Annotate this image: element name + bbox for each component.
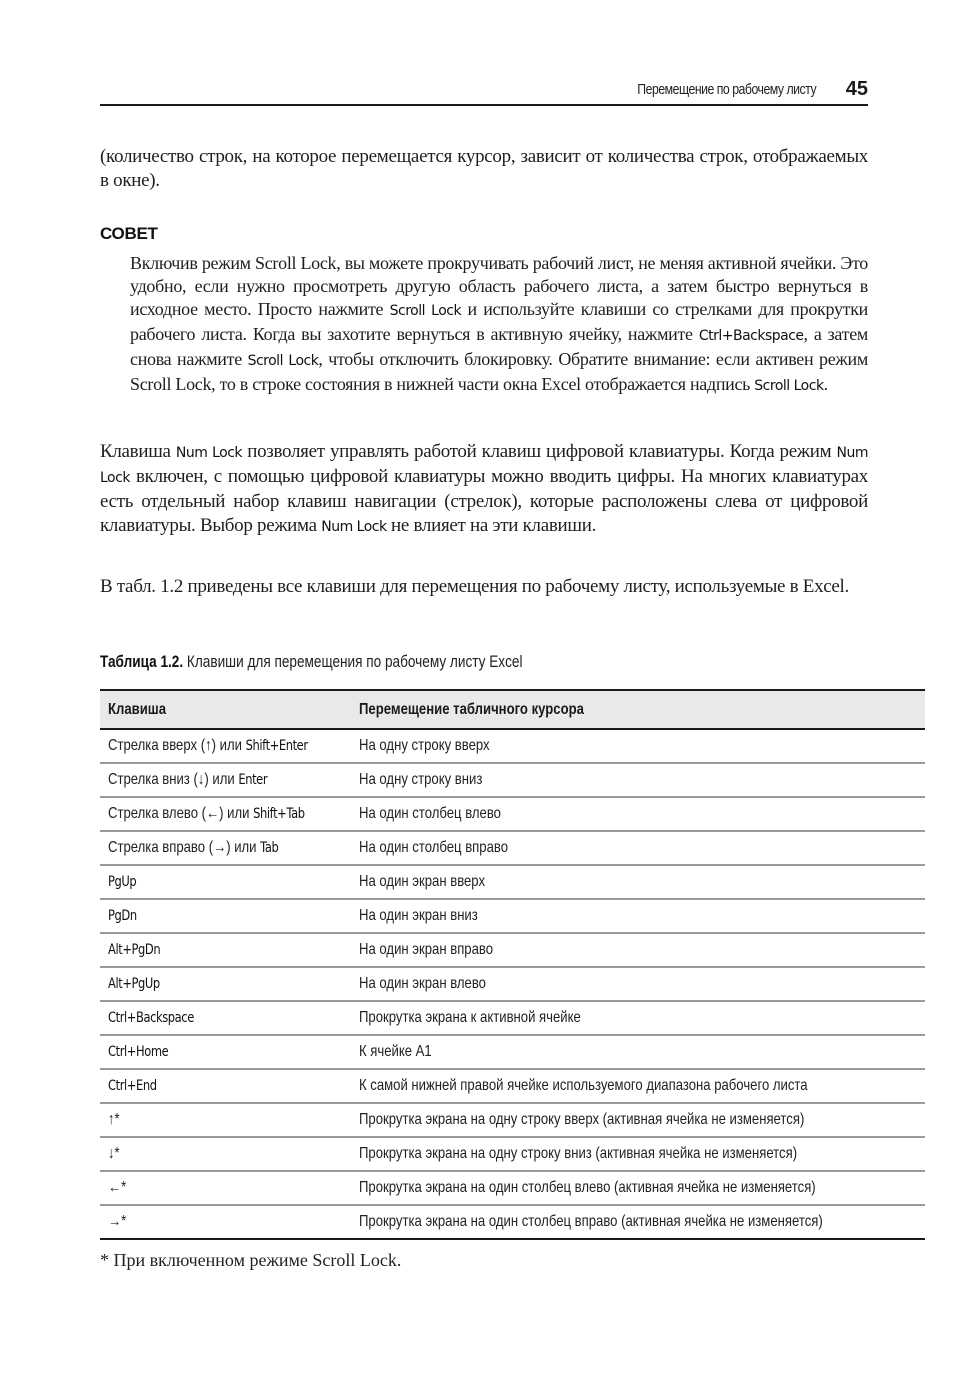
table-row: [100, 831, 925, 865]
action-cell: [351, 899, 925, 933]
key-cell: [100, 899, 351, 933]
action-text: На одну строку вниз: [359, 771, 483, 788]
key-cell: [100, 1137, 351, 1171]
action-cell: [351, 933, 925, 967]
key-cell: [100, 729, 351, 763]
table-row: [100, 729, 925, 763]
key-cell: [100, 1205, 351, 1239]
action-cell: [351, 729, 925, 763]
table-row: [100, 865, 925, 899]
key-combo: Alt+PgDn: [108, 942, 161, 958]
table-header-row: [100, 690, 925, 729]
key-combo: PgDn: [108, 908, 137, 924]
key-combo: Ctrl+Backspace: [108, 1010, 194, 1026]
action-cell: [351, 831, 925, 865]
key-cell: [100, 1103, 351, 1137]
key-combo: Alt+PgUp: [108, 976, 160, 992]
table-title: Клавиши для перемещения по рабочему листу Excel: [183, 652, 523, 671]
table-row: [100, 1103, 925, 1137]
key-num-lock: Num Lock: [175, 445, 243, 461]
arrow-left-icon: ←*: [108, 1179, 127, 1196]
body-text: Клавиша: [100, 441, 176, 462]
action-cell: [351, 1171, 925, 1205]
page-number: 45: [845, 77, 868, 100]
action-cell: [351, 1103, 925, 1137]
table-row: [100, 899, 925, 933]
key-combo: PgUp: [108, 874, 137, 890]
table-row: [100, 1205, 925, 1239]
action-text: На один столбец вправо: [359, 839, 509, 856]
action-text: На одну строку вверх: [359, 737, 491, 754]
table-row: [100, 933, 925, 967]
table-row: [100, 1137, 925, 1171]
key-num-lock: Num Lock: [100, 445, 868, 486]
arrow-up-icon: ↑*: [108, 1111, 120, 1128]
key-description: Стрелка вверх (↑) или: [108, 737, 246, 754]
table-footnote: * При включенном режиме Scroll Lock.: [100, 1250, 402, 1270]
table-row: [100, 797, 925, 831]
key-cell: [100, 797, 351, 831]
arrow-down-icon: ↓*: [108, 1145, 120, 1162]
header-label: Клавиша: [108, 700, 167, 718]
action-cell: [351, 1137, 925, 1171]
key-combo: Shift+Enter: [245, 738, 308, 754]
body-text: позволяет управлять работой клавиш цифровой клавиатуры. Когда режим: [242, 441, 837, 462]
arrow-right-icon: →*: [108, 1213, 127, 1230]
key-cell: [100, 1069, 351, 1103]
key-combo: Tab: [260, 840, 279, 856]
table-caption: [100, 652, 522, 672]
status-scroll-lock: Scroll Lock: [754, 378, 824, 394]
action-text: Прокрутка экрана на один столбец влево (активная ячейка не изменяется): [359, 1179, 817, 1196]
key-ctrl-backspace: Ctrl+Backspace: [698, 328, 804, 344]
body-text: не влияет на эти клавиши.: [386, 515, 597, 536]
key-description: Стрелка вниз (↓) или: [108, 771, 239, 788]
table-row: [100, 1171, 925, 1205]
paragraph-table-intro: В табл. 1.2 приведены все клавиши для перемещения по рабочему листу, используемые в Excel.: [100, 576, 849, 597]
key-num-lock: Num Lock: [321, 519, 387, 535]
action-text: Прокрутка экрана к активной ячейке: [359, 1009, 582, 1026]
action-text: На один экран влево: [359, 975, 487, 992]
key-scroll-lock: Scroll Lock: [247, 353, 319, 369]
action-cell: [351, 1035, 925, 1069]
paragraph-num-lock: [100, 440, 868, 539]
key-cell: [100, 1035, 351, 1069]
table-row: [100, 1001, 925, 1035]
action-cell: [351, 865, 925, 899]
key-cell: [100, 1001, 351, 1035]
key-description: Стрелка вправо (→) или: [108, 839, 261, 856]
tip-text: .: [823, 374, 828, 394]
key-combo: Enter: [238, 772, 268, 788]
key-cell: [100, 1171, 351, 1205]
key-combo: Shift+Tab: [253, 806, 305, 822]
running-header: [100, 74, 868, 106]
table-row: [100, 763, 925, 797]
action-cell: [351, 797, 925, 831]
table-row: [100, 1035, 925, 1069]
action-cell: [351, 967, 925, 1001]
action-cell: [351, 1001, 925, 1035]
action-text: Прокрутка экрана на один столбец вправо (активная ячейка не изменяется): [359, 1213, 824, 1230]
key-cell: [100, 933, 351, 967]
key-combo: Ctrl+End: [108, 1078, 157, 1094]
action-text: На один экран вниз: [359, 907, 479, 924]
action-text: Прокрутка экрана на одну строку вверх (активная ячейка не изменяется): [359, 1111, 805, 1128]
table-number: Таблица 1.2.: [100, 652, 184, 671]
table-row: [100, 1069, 925, 1103]
tip-body: [130, 252, 868, 398]
action-cell: [351, 1069, 925, 1103]
key-cell: [100, 967, 351, 1001]
paragraph-continuation: (количество строк, на которое перемещается курсор, зависит от количества строк, отображаемых в окне).: [100, 146, 868, 191]
key-cell: [100, 831, 351, 865]
key-combo: Ctrl+Home: [108, 1044, 169, 1060]
column-header-key: [100, 690, 351, 729]
header-label: Перемещение табличного курсора: [359, 700, 585, 718]
action-cell: [351, 1205, 925, 1239]
action-cell: [351, 763, 925, 797]
tip-text: Включив режим Scroll Lock, вы можете прокручивать рабочий лист, не меняя активной ячейки. Это удобно, если нужно просмотреть другую область рабочего листа, а затем быстро вернуться в исходное место. Просто нажмите: [130, 253, 868, 319]
table-row: [100, 967, 925, 1001]
running-title: Перемещение по рабочему листу: [636, 80, 816, 98]
tip-text: , чтобы отключить блокировку. Обратите внимание: если активен режим Scroll Lock, то в строке состояния в нижней части окна Excel отображается надпись: [130, 349, 868, 394]
column-header-action: [351, 690, 925, 729]
action-text: На один экран вверх: [359, 873, 486, 890]
tip-text: и используйте клавиши со стрелками для прокрутки рабочего листа. Когда вы захотите вернуться в активную ячейку, нажмите: [130, 299, 868, 344]
action-text: На один столбец влево: [359, 805, 502, 822]
action-text: К ячейке A1: [359, 1043, 433, 1060]
key-cell: [100, 763, 351, 797]
action-text: Прокрутка экрана на одну строку вниз (активная ячейка не изменяется): [359, 1145, 798, 1162]
navigation-keys-table: [100, 689, 925, 1240]
tip-label: СОВЕТ: [100, 224, 158, 243]
action-text: К самой нижней правой ячейке используемого диапазона рабочего листа: [359, 1077, 809, 1094]
key-cell: [100, 865, 351, 899]
key-description: Стрелка влево (←) или: [108, 805, 254, 822]
tip-text: , а затем снова нажмите: [130, 324, 869, 369]
key-scroll-lock: Scroll Lock: [389, 303, 462, 319]
action-text: На один экран вправо: [359, 941, 494, 958]
body-text: включен, с помощью цифровой клавиатуры можно вводить цифры. На многих клавиатурах есть отдельный набор клавиш навигации (стрелок), которые расположены слева от цифровой клавиатуры. Выбор режима: [100, 466, 868, 536]
